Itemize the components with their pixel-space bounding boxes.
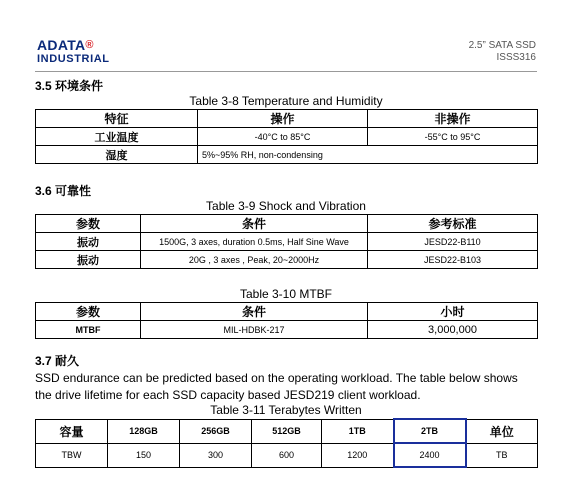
header-cell: 参数 (36, 215, 141, 233)
table-header-row (36, 215, 538, 233)
header-cell: 条件 (141, 303, 368, 321)
table-row (36, 128, 538, 146)
table-row (36, 443, 538, 467)
product-line: 2.5” SATA SSD (468, 40, 536, 51)
header-cell: 参数 (36, 303, 141, 321)
header-cell: 128GB (108, 419, 180, 443)
header-cell: 容量 (36, 419, 108, 443)
table-cell: 1200 (322, 443, 394, 467)
header-cell: 非操作 (368, 110, 538, 128)
table-terabytes-written (35, 418, 538, 468)
row-label: 工业温度 (36, 128, 198, 146)
section-title-environment: 3.5 环境条件 (35, 79, 104, 93)
table-header-row (36, 110, 538, 128)
table-cell: JESD22-B103 (368, 251, 538, 269)
logo-wordmark: ADATA (37, 37, 86, 53)
header-cell: 小时 (368, 303, 538, 321)
table-row (36, 233, 538, 251)
table-temperature-humidity (35, 109, 538, 164)
logo-subtitle: INDUSTRIAL (37, 53, 110, 65)
section-title-endurance: 3.7 耐久 (35, 354, 80, 368)
table-row (36, 321, 538, 339)
table-caption-mtbf: Table 3-10 MTBF (239, 287, 333, 301)
table-cell: 1500G, 3 axes, duration 0.5ms, Half Sine Wave (141, 233, 368, 251)
table-cell: -55°C to 95°C (368, 128, 538, 146)
row-label: 湿度 (36, 146, 198, 164)
row-label: MTBF (36, 321, 141, 339)
table-cell: 5%~95% RH, non-condensing (198, 146, 538, 164)
table-cell: MIL-HDBK-217 (141, 321, 368, 339)
row-label: 振动 (36, 233, 141, 251)
page-header (0, 0, 571, 72)
table-mtbf (35, 302, 538, 339)
header-cell: 特征 (36, 110, 198, 128)
table-row (36, 251, 538, 269)
table-caption-tbw: Table 3-11 Terabytes Written (210, 403, 362, 417)
table-cell: JESD22-B110 (368, 233, 538, 251)
table-header-row (36, 303, 538, 321)
adata-logo (37, 38, 110, 66)
row-label: TBW (36, 443, 108, 467)
table-cell: 20G , 3 axes , Peak, 20~2000Hz (141, 251, 368, 269)
table-caption-shock: Table 3-9 Shock and Vibration (206, 199, 366, 213)
table-cell: 150 (108, 443, 180, 467)
row-label: 振动 (36, 251, 141, 269)
table-row (36, 146, 538, 164)
table-cell: TB (466, 443, 538, 467)
section-title-reliability: 3.6 可靠性 (35, 184, 92, 198)
header-cell: 单位 (466, 419, 538, 443)
header-cell: 1TB (322, 419, 394, 443)
header-cell: 512GB (252, 419, 322, 443)
endurance-paragraph: SSD endurance can be predicted based on the operating workload. The table below shows the drive lifetime for each SSD capacity based JESD219 client workload. (35, 371, 518, 402)
table-header-row (36, 419, 538, 443)
header-divider (35, 71, 537, 72)
product-info (469, 40, 536, 64)
header-cell-highlighted: 2TB (394, 419, 466, 443)
table-cell-highlighted: 2400 (394, 443, 466, 467)
table-caption-temperature: Table 3-8 Temperature and Humidity (189, 94, 383, 108)
product-model: ISSS316 (496, 52, 536, 63)
table-cell: 600 (252, 443, 322, 467)
header-cell: 操作 (198, 110, 368, 128)
table-cell: 3,000,000 (368, 321, 538, 339)
header-cell: 参考标准 (368, 215, 538, 233)
header-cell: 条件 (141, 215, 368, 233)
table-cell: 300 (180, 443, 252, 467)
registered-mark: ® (85, 39, 94, 51)
table-shock-vibration (35, 214, 538, 269)
header-cell: 256GB (180, 419, 252, 443)
table-cell: -40°C to 85°C (198, 128, 368, 146)
